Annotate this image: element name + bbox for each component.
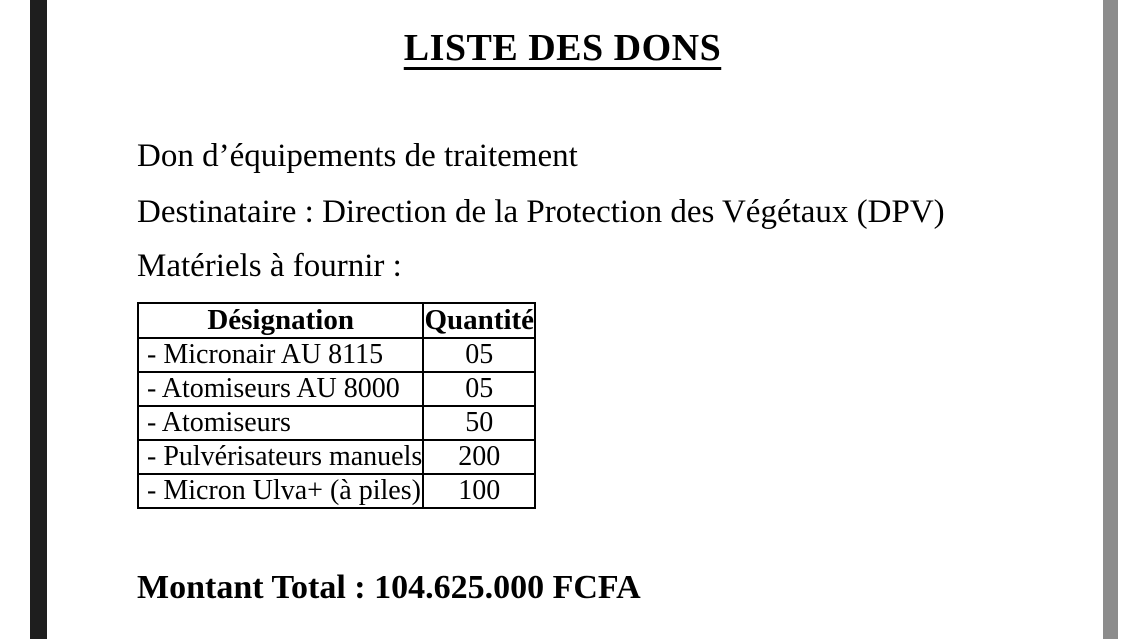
paragraph-materiels: Matériels à fournir : [137, 248, 402, 284]
paragraph-don-equipements: Don d’équipements de traitement [137, 138, 578, 174]
cell-quantite: 05 [423, 372, 535, 406]
cell-designation: - Micron Ulva+ (à piles) [138, 474, 423, 508]
montant-total: Montant Total : 104.625.000 FCFA [137, 569, 641, 606]
paragraph-destinataire: Destinataire : Direction de la Protection des Végétaux (DPV) [137, 194, 945, 230]
materials-table [137, 302, 536, 509]
table-row [138, 338, 535, 372]
table-row [138, 440, 535, 474]
table-row [138, 406, 535, 440]
cell-quantite: 05 [423, 338, 535, 372]
cell-quantite: 100 [423, 474, 535, 508]
right-scrollbar[interactable] [1103, 0, 1118, 639]
cell-quantite: 50 [423, 406, 535, 440]
table-row [138, 372, 535, 406]
cell-designation: - Atomiseurs AU 8000 [138, 372, 423, 406]
cell-designation: - Pulvérisateurs manuels [138, 440, 423, 474]
table-header-row [138, 303, 535, 338]
cell-designation: - Micronair AU 8115 [138, 338, 423, 372]
header-designation: Désignation [138, 303, 423, 338]
page-title: LISTE DES DONS [403, 27, 722, 69]
viewer-left-edge-bar [30, 0, 47, 639]
cell-designation: - Atomiseurs [138, 406, 423, 440]
table-row [138, 474, 535, 508]
cell-quantite: 200 [423, 440, 535, 474]
header-quantite: Quantité [424, 304, 535, 336]
